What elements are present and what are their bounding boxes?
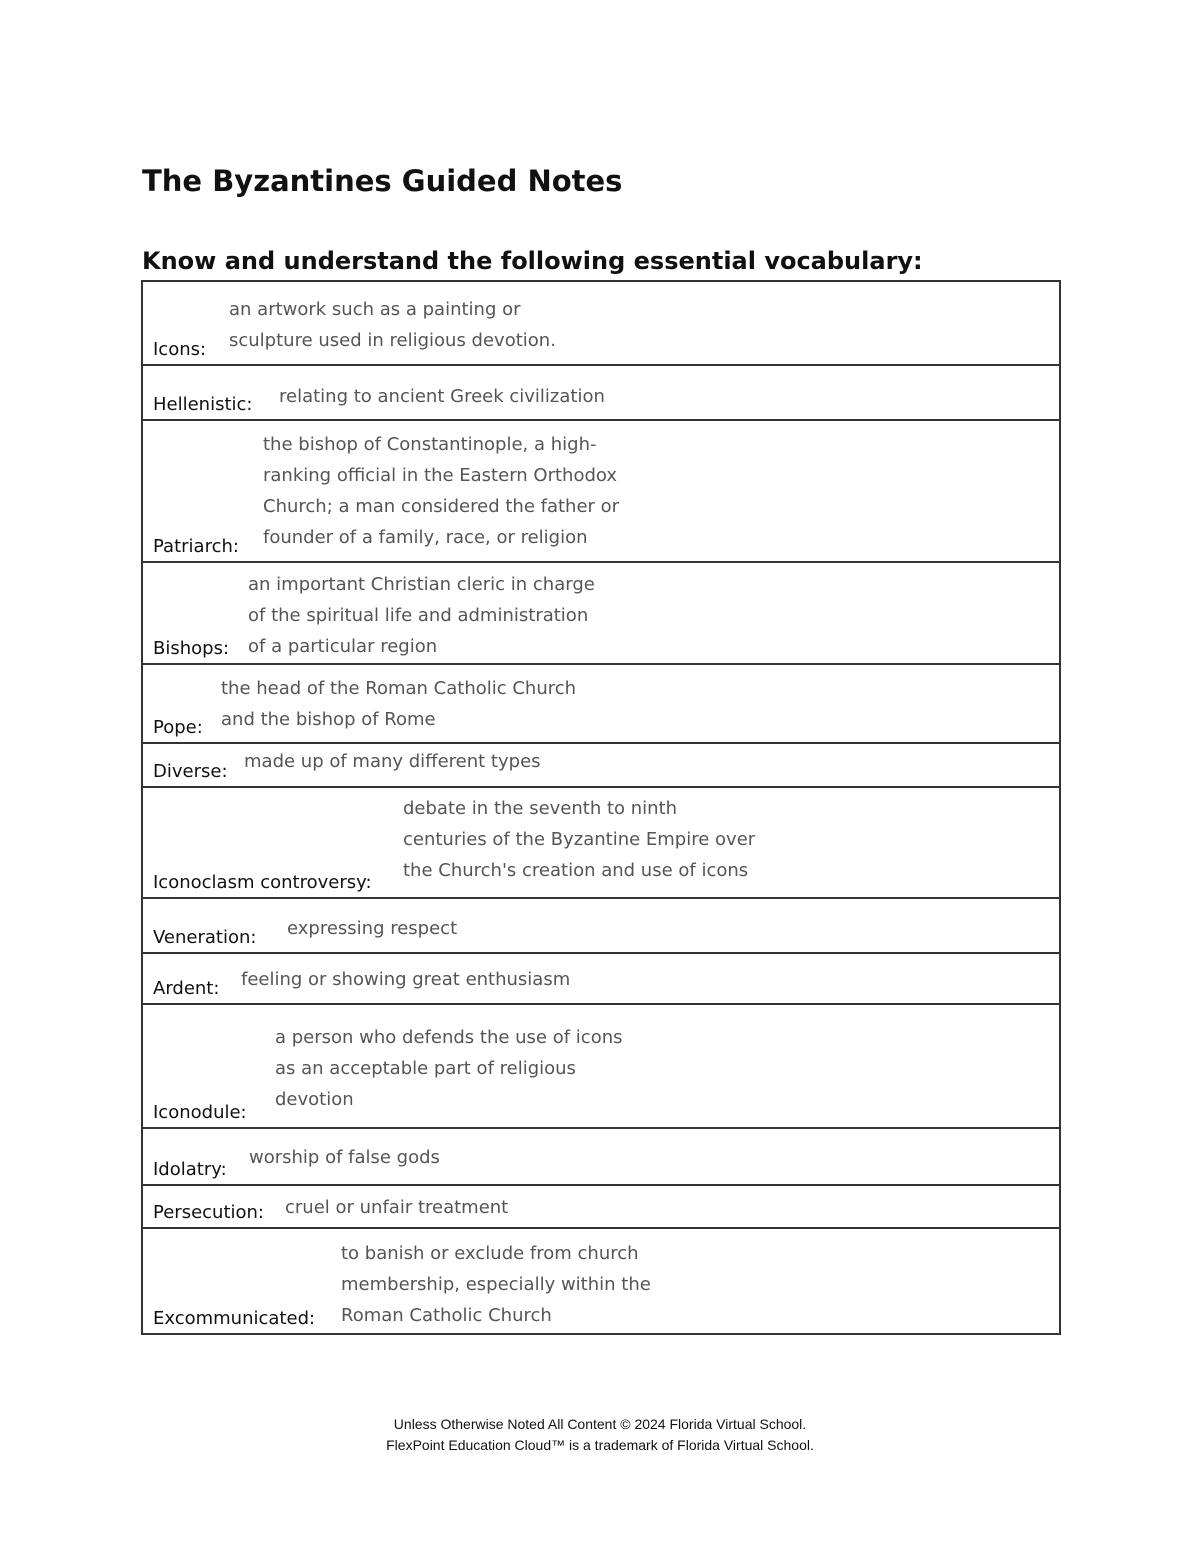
vocab-definition[interactable]: worship of false gods	[249, 1147, 440, 1168]
vocab-term: Iconodule:	[153, 1102, 247, 1123]
vocab-row	[143, 1129, 1059, 1186]
vocab-term: Excommunicated:	[153, 1308, 316, 1329]
vocab-definition[interactable]: debate in the seventh to ninth centuries of the Byzantine Empire over the Church's creation and use of icons	[403, 798, 756, 881]
vocab-term: Persecution:	[153, 1202, 264, 1223]
vocab-term: Hellenistic:	[153, 394, 253, 415]
vocab-term: Diverse:	[153, 761, 228, 782]
vocab-row	[143, 954, 1059, 1005]
vocab-term: Bishops:	[153, 638, 230, 659]
vocab-row	[143, 665, 1059, 744]
vocab-row	[143, 563, 1059, 665]
vocab-definition[interactable]: to banish or exclude from church membership, especially within the Roman Catholic Church	[341, 1243, 651, 1326]
vocab-term: Icons:	[153, 339, 207, 360]
vocab-row	[143, 1186, 1059, 1229]
vocab-definition[interactable]: a person who defends the use of icons as an acceptable part of religious devotion	[275, 1027, 623, 1110]
vocab-definition[interactable]: relating to ancient Greek civilization	[279, 386, 605, 407]
vocab-term: Iconoclasm controversy:	[153, 872, 372, 893]
copyright-notice: Unless Otherwise Noted All Content © 2024 Florida Virtual School.	[393, 1416, 807, 1432]
vocab-row	[143, 282, 1059, 366]
vocab-row	[143, 744, 1059, 788]
vocab-row	[143, 366, 1059, 421]
vocab-row	[143, 899, 1059, 954]
vocab-row	[143, 1005, 1059, 1129]
vocabulary-table	[141, 280, 1061, 1335]
vocab-term: Veneration:	[153, 927, 257, 948]
vocab-definition[interactable]: expressing respect	[287, 918, 458, 939]
footer	[0, 1414, 1200, 1456]
trademark-notice: FlexPoint Education Cloud™ is a trademark of Florida Virtual School.	[386, 1437, 814, 1453]
vocab-row	[143, 1229, 1059, 1335]
vocab-definition[interactable]: feeling or showing great enthusiasm	[241, 969, 571, 990]
vocab-definition[interactable]: an important Christian cleric in charge of the spiritual life and administration of a particular region	[248, 574, 595, 657]
vocab-row	[143, 788, 1059, 899]
vocab-definition[interactable]: an artwork such as a painting or sculpture used in religious devotion.	[229, 299, 556, 351]
page-title: The Byzantines Guided Notes	[142, 164, 623, 198]
vocab-row	[143, 421, 1059, 563]
vocab-definition[interactable]: cruel or unfair treatment	[285, 1197, 509, 1218]
vocab-term: Ardent:	[153, 978, 220, 999]
vocab-term: Idolatry:	[153, 1159, 227, 1180]
vocab-definition[interactable]: made up of many different types	[244, 751, 541, 772]
vocab-term: Patriarch:	[153, 536, 239, 557]
vocab-definition[interactable]: the head of the Roman Catholic Church and the bishop of Rome	[221, 678, 577, 730]
vocab-definition[interactable]: the bishop of Constantinople, a high- ranking official in the Eastern Orthodox Church; a man considered the father or founder of a family, race, or religion	[263, 434, 620, 548]
section-heading: Know and understand the following essential vocabulary:	[142, 247, 923, 275]
vocab-term: Pope:	[153, 717, 203, 738]
